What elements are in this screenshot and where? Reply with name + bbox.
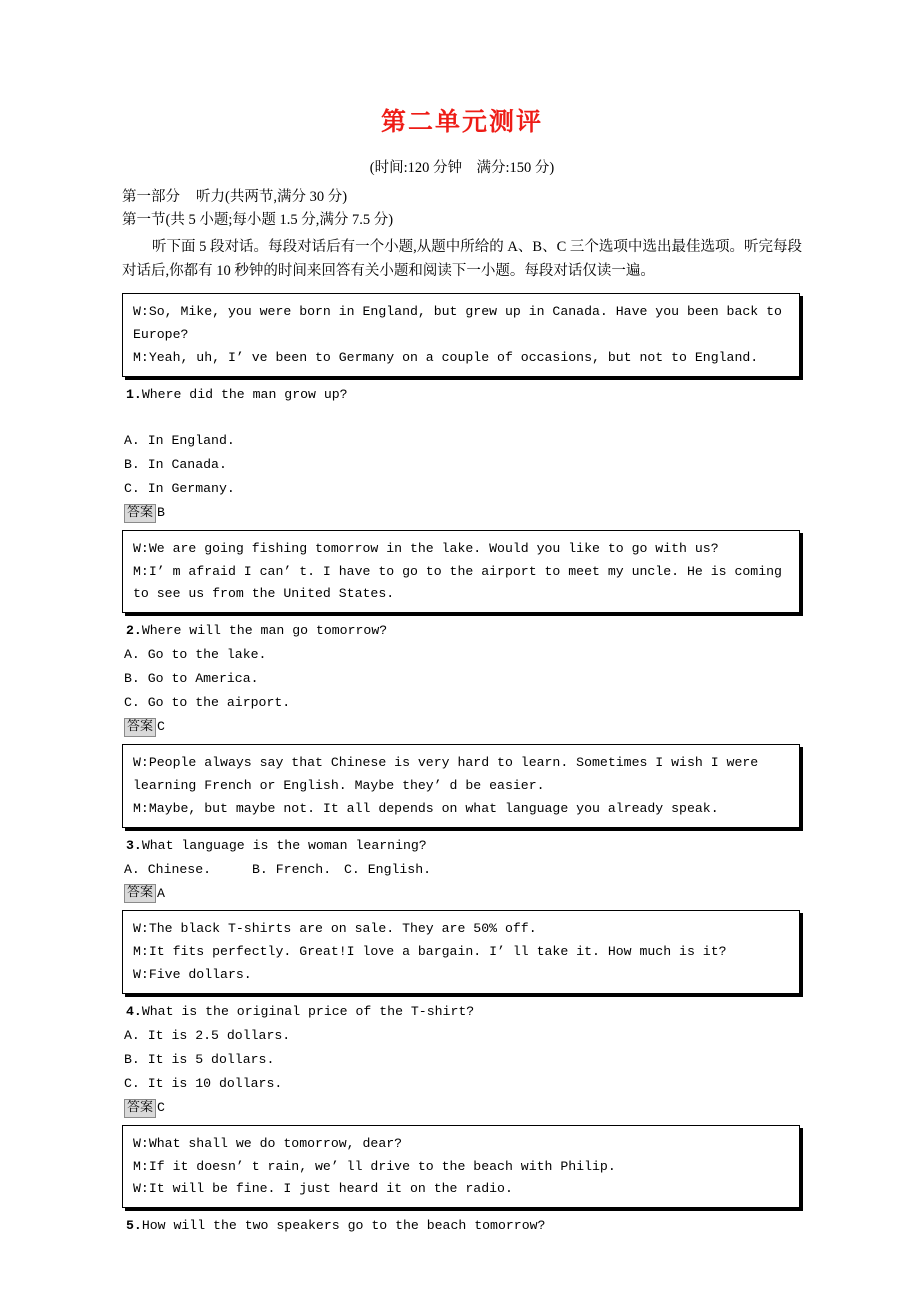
answer-row (122, 1096, 802, 1121)
listening-instruction: 听下面 5 段对话。每段对话后有一个小题,从题中所给的 A、B、C 三个选项中选出最佳选项。听完每段对话后,你都有 10 秒钟的时间来回答有关小题和阅读下一小题。每段对话仅读一遍。 (122, 238, 802, 279)
option-choice[interactable]: B. French. (252, 861, 332, 877)
answer-row (122, 715, 802, 740)
answer-value: B (157, 504, 165, 520)
answer-value: C (157, 719, 165, 735)
question-stem (122, 383, 802, 407)
dialogue-line: W:People always say that Chinese is very hard to learn. Sometimes I wish I were learning French or English. Maybe they’ d be easier. (133, 755, 759, 793)
dialogue-line: W:Five dollars. (133, 967, 252, 982)
option-choice[interactable]: C. English. (344, 861, 432, 877)
question-number: 4. (126, 1003, 142, 1019)
question-text: What is the original price of the T-shirt? (141, 1003, 475, 1019)
option-choice[interactable]: A. In England. (124, 432, 235, 448)
dialogue-line: W:The black T-shirts are on sale. They are 50% off. (133, 921, 537, 937)
question-number: 3. (126, 837, 142, 853)
answer-blank-space (122, 407, 802, 429)
question-stem (122, 619, 802, 643)
option-choice[interactable]: C. Go to the airport. (124, 695, 291, 711)
exam-meta-time-score: (时间:120 分钟 满分:150 分) (369, 159, 555, 176)
question-text: What language is the woman learning? (141, 837, 427, 853)
question-text: How will the two speakers go to the beach tomorrow? (141, 1218, 546, 1234)
dialogue-box (122, 1125, 800, 1208)
dialogue-line: M:I’ m afraid I can’ t. I have to go to the airport to meet my uncle. He is coming to see us from the United States. (133, 563, 782, 602)
dialogue-box (122, 293, 800, 376)
option-choice[interactable]: A. Chinese. (124, 861, 212, 877)
dialogue-box (122, 910, 800, 993)
answer-label-badge: 答案 (124, 504, 156, 523)
dialogue-box (122, 744, 800, 827)
option-list (122, 429, 802, 501)
answer-label-badge: 答案 (124, 1099, 156, 1118)
question-item (122, 1125, 802, 1239)
page-content (122, 108, 802, 1242)
dialogue-line: W:What shall we do tomorrow, dear? (133, 1135, 403, 1151)
question-text: Where will the man go tomorrow? (141, 623, 388, 639)
option-choice[interactable]: A. Go to the lake. (124, 647, 267, 663)
section-one-header: 第一节(共 5 小题;每小题 1.5 分,满分 7.5 分) (122, 212, 394, 229)
dialogue-line: W:It will be fine. I just heard it on the radio. (133, 1181, 513, 1197)
answer-row (122, 882, 802, 907)
option-list (122, 1024, 802, 1096)
question-stem (122, 834, 802, 858)
dialogue-line: M:If it doesn’ t rain, we’ ll drive to the beach with Philip. (133, 1158, 616, 1174)
dialogue-line: W:We are going fishing tomorrow in the lake. Would you like to go with us? (133, 540, 719, 556)
question-number: 5. (126, 1218, 142, 1234)
answer-label-badge: 答案 (124, 718, 156, 737)
dialogue-line: M:Maybe, but maybe not. It all depends on what language you already speak. (133, 800, 719, 816)
option-choice[interactable]: C. It is 10 dollars. (124, 1075, 283, 1091)
option-list (122, 643, 802, 715)
answer-value: C (157, 1099, 165, 1115)
question-item (122, 910, 802, 1120)
option-choice[interactable]: C. In Germany. (124, 480, 235, 496)
option-choice[interactable]: B. In Canada. (124, 456, 227, 472)
dialogue-box (122, 530, 800, 613)
part-one-label: 第一部分 (122, 189, 180, 206)
question-text: Where did the man grow up? (141, 386, 348, 402)
question-item (122, 744, 802, 906)
question-stem (122, 1000, 802, 1024)
option-choice[interactable]: B. Go to America. (124, 671, 259, 687)
dialogue-line: W:So, Mike, you were born in England, but grew up in Canada. Have you been back to Europe? (133, 304, 782, 343)
answer-label-badge: 答案 (124, 884, 156, 903)
question-items-container (122, 293, 802, 1238)
dialogue-line: M:Yeah, uh, I’ ve been to Germany on a couple of occasions, but not to England. (133, 350, 759, 365)
question-number: 1. (126, 386, 142, 402)
question-item (122, 293, 802, 525)
page-title: 第二单元测评 (380, 107, 543, 136)
part-one-header (122, 186, 802, 209)
option-choice[interactable]: B. It is 5 dollars. (124, 1051, 275, 1067)
option-list (122, 858, 802, 882)
part-one-name: 听力(共两节,满分 30 分) (196, 189, 348, 206)
question-stem (122, 1214, 802, 1238)
question-item (122, 530, 802, 740)
dialogue-line: M:It fits perfectly. Great!I love a bargain. I’ ll take it. How much is it? (133, 944, 727, 960)
option-choice[interactable]: A. It is 2.5 dollars. (124, 1027, 291, 1043)
question-number: 2. (126, 623, 142, 639)
answer-value: A (157, 885, 165, 901)
answer-row (122, 501, 802, 526)
